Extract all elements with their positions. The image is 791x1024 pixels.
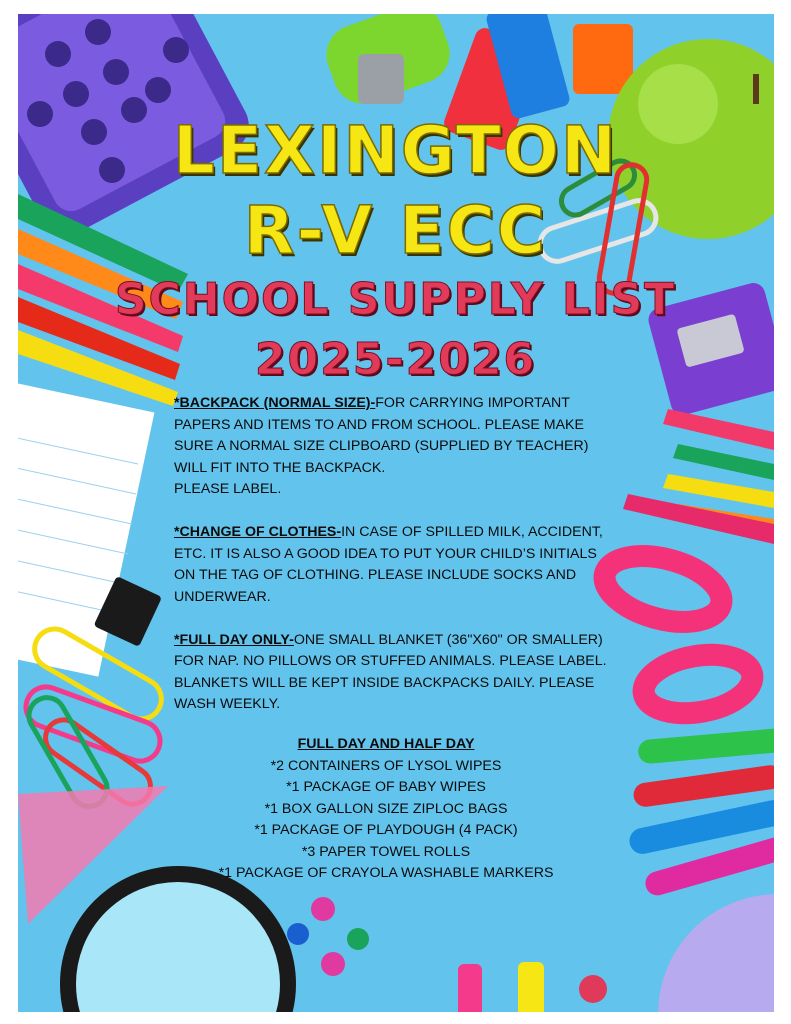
section-extra: PLEASE LABEL. — [174, 481, 282, 497]
magnifying-glass-icon — [68, 874, 288, 1012]
clothes-section — [174, 522, 614, 608]
backpack-section — [174, 393, 614, 501]
scissors-icon — [597, 544, 757, 721]
highlighter-icon — [518, 962, 544, 1012]
colored-pencils-right-icon — [623, 409, 774, 544]
title-line-2: R-V ECC — [243, 192, 548, 269]
list-item: *3 PAPER TOWEL ROLLS — [301, 843, 471, 860]
push-pin-icon — [579, 975, 607, 1003]
full-day-section — [174, 630, 614, 716]
subtitle-line-1: SCHOOL SUPPLY LIST — [114, 274, 677, 325]
push-pins-icon — [287, 897, 369, 976]
supply-list — [160, 734, 612, 885]
section-lead: *FULL DAY ONLY- — [174, 631, 294, 648]
section-lead: *CHANGE OF CLOTHES- — [174, 524, 342, 540]
supply-list-heading: FULL DAY AND HALF DAY — [297, 736, 475, 752]
section-text: IN CASE OF SPILLED MILK, ACCIDENT, ETC. IT IS ALSO A GOOD IDEA TO PUT YOUR CHILD’S INITIALS ON THE TAG OF CLOTHING. PLEASE INCLUDE SOCKS AND UNDERWEAR. — [174, 524, 603, 605]
title-line-1: LEXINGTON — [172, 112, 619, 189]
list-item: *1 PACKAGE OF CRAYOLA WASHABLE MARKERS — [218, 865, 554, 881]
list-item: *1 PACKAGE OF BABY WIPES — [286, 779, 486, 795]
list-item: *1 PACKAGE OF PLAYDOUGH (4 PACK) — [254, 822, 518, 838]
list-item: *2 CONTAINERS OF LYSOL WIPES — [270, 757, 502, 774]
highlighter-icon — [458, 964, 482, 1012]
gel-pens-icon — [627, 728, 774, 899]
subtitle-year: 2025-2026 — [254, 334, 537, 385]
supply-details — [174, 393, 614, 716]
section-text: FOR CARRYING IMPORTANT PAPERS AND ITEMS TO AND FROM SCHOOL. PLEASE MAKE SURE A NORMAL SIZE CLIPBOARD (SUPPLIED BY TEACHER) WILL FIT INTO THE BACKPACK. — [174, 395, 589, 476]
section-text: ONE SMALL BLANKET (36"X60" OR SMALLER) FOR NAP. NO PILLOWS OR STUFFED ANIMALS. PLEASE LABEL. BLANKETS WILL BE KEPT INSIDE BACKPACKS DAILY. PLEASE WASH WEEKLY. — [174, 631, 607, 712]
list-item: *1 BOX GALLON SIZE ZIPLOC BAGS — [264, 800, 508, 817]
eraser-icon — [573, 24, 633, 94]
section-lead: *BACKPACK (NORMAL SIZE)- — [174, 395, 376, 411]
stapler-icon — [318, 14, 458, 112]
protractor-icon — [658, 894, 774, 1012]
